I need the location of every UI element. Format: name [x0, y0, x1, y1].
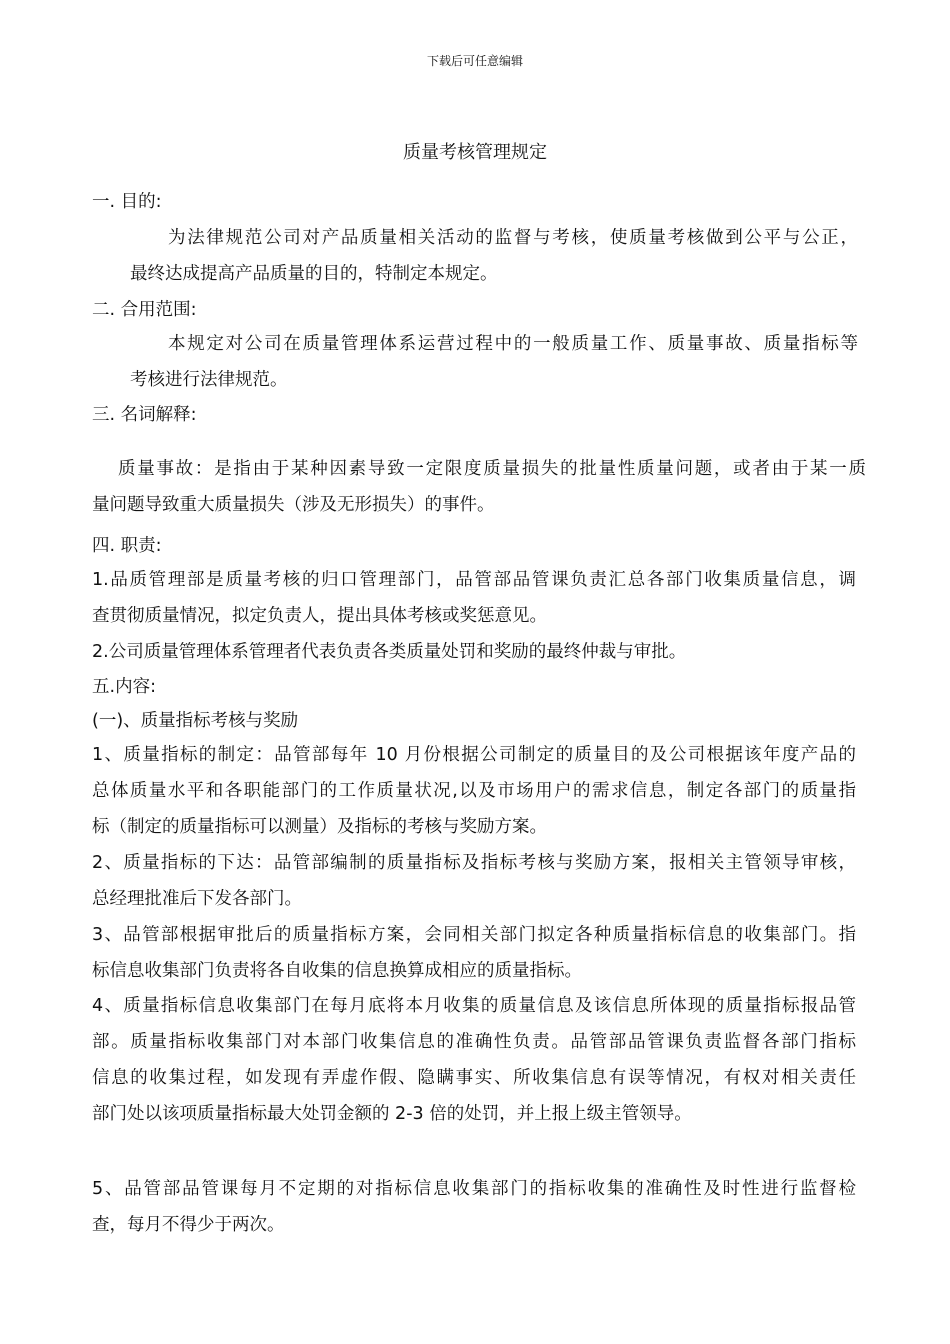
- paragraph-line: 本规定对公司在质量管理体系运营过程中的一般质量工作、质量事故、质量指标等: [168, 334, 858, 354]
- paragraph-line: 部门处以该项质量指标最大处罚金额的 2-3 倍的处罚，并上报上级主管领导。: [92, 1104, 692, 1124]
- section-heading-definitions: 三. 名词解释:: [92, 405, 197, 425]
- paragraph-line: 4、质量指标信息收集部门在每月底将本月收集的质量信息及该信息所体现的质量指标报品管: [92, 996, 856, 1016]
- subsection-heading: (一)、质量指标考核与奖励: [92, 711, 299, 731]
- page-header: 下载后可任意编辑: [426, 54, 523, 68]
- section-heading-content: 五.内容:: [92, 677, 156, 697]
- paragraph-line: 2、质量指标的下达：品管部编制的质量指标及指标考核与奖励方案，报相关主管领导审核，: [92, 853, 856, 873]
- paragraph-line: 5、品管部品管课每月不定期的对指标信息收集部门的指标收集的准确性及时性进行监督检: [92, 1179, 856, 1199]
- section-heading-responsibilities: 四. 职责:: [92, 536, 162, 556]
- paragraph-line: 量问题导致重大质量损失（涉及无形损失）的事件。: [92, 495, 495, 515]
- section-heading-purpose: 一. 目的:: [92, 192, 162, 212]
- paragraph-line: 总体质量水平和各职能部门的工作质量状况,以及市场用户的需求信息，制定各部门的质量指: [92, 781, 856, 801]
- document-title: 质量考核管理规定: [403, 142, 547, 163]
- paragraph-line: 信息的收集过程，如发现有弄虚作假、隐瞒事实、所收集信息有误等情况，有权对相关责任: [92, 1068, 856, 1088]
- paragraph-line: 查，每月不得少于两次。: [92, 1215, 285, 1235]
- paragraph-line: 标（制定的质量指标可以测量）及指标的考核与奖励方案。: [92, 817, 547, 837]
- paragraph-line: 为法律规范公司对产品质量相关活动的监督与考核，使质量考核做到公平与公正，: [168, 228, 858, 248]
- paragraph-line: 部。质量指标收集部门对本部门收集信息的准确性负责。品管部品管课负责监督各部门指标: [92, 1032, 856, 1052]
- paragraph-line: 质量事故：是指由于某种因素导致一定限度质量损失的批量性质量问题，或者由于某一质: [118, 459, 866, 479]
- paragraph-line: 1、质量指标的制定：品管部每年 10 月份根据公司制定的质量目的及公司根据该年度产品的: [92, 745, 856, 765]
- paragraph-line: 最终达成提高产品质量的目的，特制定本规定。: [130, 264, 498, 284]
- paragraph-line: 总经理批准后下发各部门。: [92, 889, 302, 909]
- paragraph-line: 标信息收集部门负责将各自收集的信息换算成相应的质量指标。: [92, 961, 582, 981]
- paragraph-line: 2.公司质量管理体系管理者代表负责各类质量处罚和奖励的最终仲裁与审批。: [92, 642, 687, 662]
- paragraph-line: 考核进行法律规范。: [130, 370, 288, 390]
- paragraph-line: 3、品管部根据审批后的质量指标方案，会同相关部门拟定各种质量指标信息的收集部门。指: [92, 925, 856, 945]
- paragraph-line: 1.品质管理部是质量考核的归口管理部门，品管部品管课负责汇总各部门收集质量信息，调: [92, 570, 856, 590]
- paragraph-line: 查贯彻质量情况，拟定负责人，提出具体考核或奖惩意见。: [92, 606, 547, 626]
- section-heading-scope: 二. 合用范围:: [92, 300, 197, 320]
